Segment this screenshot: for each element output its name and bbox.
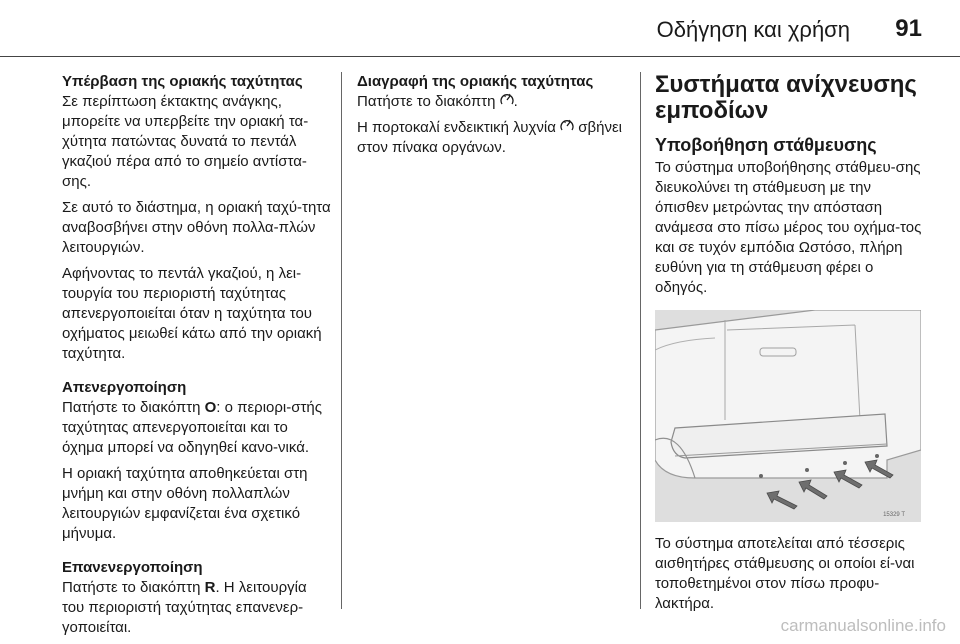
column-left [62, 72, 332, 644]
column-divider [341, 72, 342, 609]
figure-code: 15329 T [883, 512, 905, 518]
header-divider [0, 56, 960, 57]
paragraph: Πατήστε το διακόπτη R. Η λειτουργία του περιοριστή ταχύτητας επανενερ-γοποιείται. [62, 579, 307, 636]
heading-deactivation: Απενεργοποίηση [62, 379, 187, 396]
paragraph: Αφήνοντας το πεντάλ γκαζιού, η λει-τουργία του περιοριστή ταχύτητας απενεργοποιείται όταν η ταχύτητα του οχήματος μειωθεί κάτω από την οριακή ταχύτητα. [62, 265, 322, 362]
paragraph: Το σύστημα αποτελείται από τέσσερις αισθητήρες στάθμευσης οι οποίοι εί-ναι τοποθετημένοι στον πίσω προφυ-λακτήρα. [655, 535, 915, 612]
speedometer-limit-icon [560, 118, 574, 138]
column-middle [357, 72, 625, 164]
rear-bumper-sensors-figure [655, 310, 921, 522]
paragraph: Πατήστε το διακόπτη O: ο περιορι-στής ταχύτητας απενεργοποιείται και το όχημα μπορεί να οδηγηθεί κανο-νικά. [62, 399, 322, 456]
section-title: Οδήγηση και χρήση [656, 17, 850, 42]
page-header [0, 0, 960, 64]
heading-speed-override: Υπέρβαση της οριακής ταχύτητας [62, 73, 303, 90]
column-right [655, 72, 925, 620]
switch-symbol-off: O [204, 399, 217, 416]
heading-obstacle-detection: Συστήματα ανίχνευσης εμποδίων [655, 71, 917, 124]
heading-reactivation: Επανενεργοποίηση [62, 559, 203, 576]
paragraph: Σε περίπτωση έκτακτης ανάγκης, μπορείτε να υπερβείτε την οριακή τα-χύτητα πατώντας δυνατά το πεντάλ γκαζιού πέρα από το σημείο αντίστα-σης. [62, 93, 309, 190]
switch-symbol-resume: R [204, 579, 216, 596]
column-divider [640, 72, 641, 609]
speedometer-limit-icon [500, 92, 514, 112]
heading-parking-assist: Υποβοήθηση στάθμευσης [655, 135, 877, 155]
paragraph: Η πορτοκαλί ενδεικτική λυχνία σβήνει στον πίνακα οργάνων. [357, 119, 622, 156]
page-number: 91 [895, 15, 922, 42]
paragraph: Το σύστημα υποβοήθησης στάθμευ-σης διευκολύνει τη στάθμευση με την όπισθεν μετρώντας την απόσταση ανάμεσα στο πίσω μέρος του οχήμα-τος και σε τυχόν εμπόδια Ωστόσο, πλήρη ευθύνη για τη στάθμευση φέρει ο οδηγός. [655, 159, 922, 296]
paragraph: Σε αυτό το διάστημα, η οριακή ταχύ-τητα αναβοσβήνει στην οθόνη πολλα-πλών λειτουργιών. [62, 199, 331, 256]
watermark: carmanualsonline.info [780, 616, 946, 635]
heading-clear-speed-limit: Διαγραφή της οριακής ταχύτητας [357, 73, 594, 90]
paragraph: Πατήστε το διακόπτη . [357, 93, 518, 110]
paragraph: Η οριακή ταχύτητα αποθηκεύεται στη μνήμη και στην οθόνη πολλαπλών λειτουργιών εμφανίζεται ένα σχετικό μήνυμα. [62, 465, 308, 542]
